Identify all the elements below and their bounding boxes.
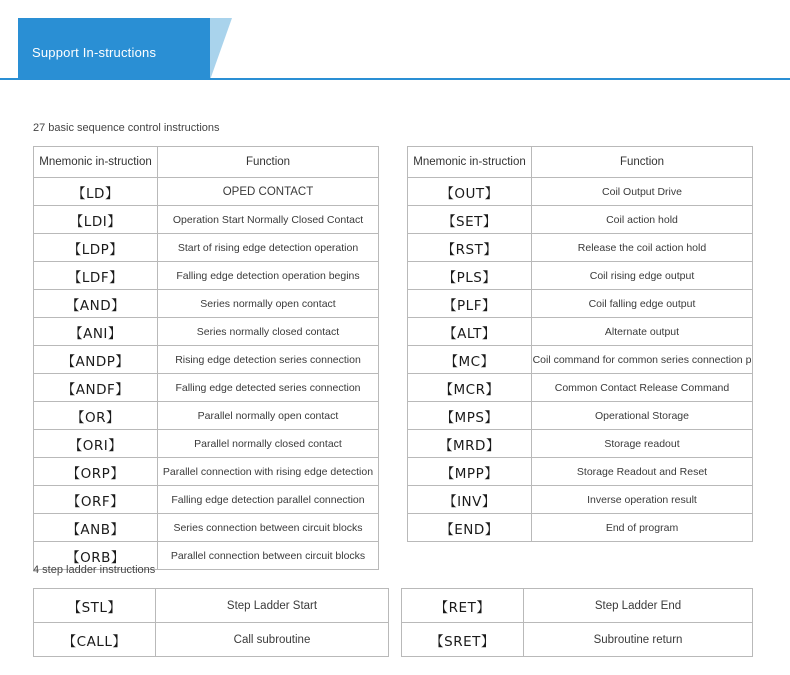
cell-function: Step Ladder End: [524, 589, 753, 623]
table-row: [34, 374, 379, 402]
cell-mnemonic: 【ALT】: [408, 318, 532, 346]
cell-mnemonic: 【AND】: [34, 290, 158, 318]
table-row: [408, 374, 753, 402]
cell-function: Storage readout: [532, 430, 753, 458]
ladder-instructions-table-right: [401, 588, 753, 657]
cell-function: Coil action hold: [532, 206, 753, 234]
cell-function: Parallel connection with rising edge detection: [158, 458, 379, 486]
table-header-row: [34, 147, 379, 178]
ladder-right-body: [402, 589, 753, 657]
cell-function: Release the coil action hold: [532, 234, 753, 262]
ladder-instructions-table-left: [33, 588, 389, 657]
cell-function: Storage Readout and Reset: [532, 458, 753, 486]
table-row: [402, 623, 753, 657]
cell-function: Inverse operation result: [532, 486, 753, 514]
cell-mnemonic: 【MPS】: [408, 402, 532, 430]
cell-mnemonic: 【END】: [408, 514, 532, 542]
cell-mnemonic: 【ANDP】: [34, 346, 158, 374]
table-row: [34, 589, 389, 623]
table-row: [34, 318, 379, 346]
cell-mnemonic: 【STL】: [34, 589, 156, 623]
column-header-function: Function: [532, 147, 753, 178]
cell-mnemonic: 【LDI】: [34, 206, 158, 234]
cell-function: Coil rising edge output: [532, 262, 753, 290]
table-row: [34, 514, 379, 542]
table-row: [402, 589, 753, 623]
cell-function: Falling edge detection operation begins: [158, 262, 379, 290]
header-tab-label: Support In-structions: [32, 45, 157, 60]
cell-function: Rising edge detection series connection: [158, 346, 379, 374]
table-row: [34, 486, 379, 514]
cell-function: Operation Start Normally Closed Contact: [158, 206, 379, 234]
table-row: [408, 234, 753, 262]
cell-mnemonic: 【ORP】: [34, 458, 158, 486]
cell-mnemonic: 【PLF】: [408, 290, 532, 318]
table-row: [34, 430, 379, 458]
table-row: [34, 206, 379, 234]
cell-mnemonic: 【SRET】: [402, 623, 524, 657]
cell-mnemonic: 【ANDF】: [34, 374, 158, 402]
header-arrow-decoration: [210, 18, 232, 80]
table-row: [34, 178, 379, 206]
basic-instructions-table-left: [33, 146, 379, 570]
cell-mnemonic: 【SET】: [408, 206, 532, 234]
cell-function: Series connection between circuit blocks: [158, 514, 379, 542]
cell-function: Coil command for common series connection p: [532, 346, 753, 374]
header-divider: [0, 78, 790, 80]
cell-mnemonic: 【RET】: [402, 589, 524, 623]
table-row: [34, 234, 379, 262]
table-row: [408, 290, 753, 318]
cell-mnemonic: 【RST】: [408, 234, 532, 262]
table-row: [408, 430, 753, 458]
cell-mnemonic: 【INV】: [408, 486, 532, 514]
cell-function: Falling edge detection parallel connection: [158, 486, 379, 514]
cell-function: Subroutine return: [524, 623, 753, 657]
cell-function: Coil Output Drive: [532, 178, 753, 206]
column-header-function: Function: [158, 147, 379, 178]
table-row: [408, 346, 753, 374]
column-header-mnemonic: Mnemonic in-struction: [34, 147, 158, 178]
cell-function: Falling edge detected series connection: [158, 374, 379, 402]
page-header: [0, 18, 790, 80]
table-header-row: [408, 147, 753, 178]
basic-right-body: [408, 178, 753, 542]
cell-mnemonic: 【MC】: [408, 346, 532, 374]
cell-function: Alternate output: [532, 318, 753, 346]
cell-mnemonic: 【PLS】: [408, 262, 532, 290]
cell-mnemonic: 【LD】: [34, 178, 158, 206]
table-row: [408, 458, 753, 486]
table-row: [408, 262, 753, 290]
table-row: [34, 346, 379, 374]
cell-mnemonic: 【LDP】: [34, 234, 158, 262]
cell-mnemonic: 【MRD】: [408, 430, 532, 458]
ladder-instructions-caption: 4 step ladder instructions: [33, 564, 156, 576]
basic-instructions-table-right: [407, 146, 753, 542]
cell-function: Step Ladder Start: [156, 589, 389, 623]
table-row: [408, 486, 753, 514]
cell-mnemonic: 【ORF】: [34, 486, 158, 514]
cell-mnemonic: 【MCR】: [408, 374, 532, 402]
cell-function: Series normally closed contact: [158, 318, 379, 346]
cell-function: Parallel connection between circuit blocks: [158, 542, 379, 570]
table-row: [34, 623, 389, 657]
basic-left-body: [34, 178, 379, 570]
cell-function: Operational Storage: [532, 402, 753, 430]
cell-mnemonic: 【OUT】: [408, 178, 532, 206]
cell-mnemonic: 【OR】: [34, 402, 158, 430]
cell-function: End of program: [532, 514, 753, 542]
cell-mnemonic: 【CALL】: [34, 623, 156, 657]
table-row: [34, 262, 379, 290]
cell-mnemonic: 【ORI】: [34, 430, 158, 458]
table-row: [408, 206, 753, 234]
table-row: [34, 402, 379, 430]
table-row: [408, 178, 753, 206]
table-row: [34, 458, 379, 486]
table-row: [408, 318, 753, 346]
header-tab: [18, 18, 210, 80]
basic-instructions-caption: 27 basic sequence control instructions: [33, 122, 220, 134]
cell-mnemonic: 【ANI】: [34, 318, 158, 346]
table-row: [408, 514, 753, 542]
ladder-left-body: [34, 589, 389, 657]
cell-function: Parallel normally closed contact: [158, 430, 379, 458]
column-header-mnemonic: Mnemonic in-struction: [408, 147, 532, 178]
cell-mnemonic: 【LDF】: [34, 262, 158, 290]
cell-function: Series normally open contact: [158, 290, 379, 318]
cell-mnemonic: 【MPP】: [408, 458, 532, 486]
cell-function: Start of rising edge detection operation: [158, 234, 379, 262]
cell-function: Common Contact Release Command: [532, 374, 753, 402]
cell-mnemonic: 【ORB】: [34, 542, 158, 570]
cell-function: Call subroutine: [156, 623, 389, 657]
cell-function: OPED CONTACT: [158, 178, 379, 206]
table-row: [34, 290, 379, 318]
cell-mnemonic: 【ANB】: [34, 514, 158, 542]
table-row: [408, 402, 753, 430]
cell-function: Parallel normally open contact: [158, 402, 379, 430]
cell-function: Coil falling edge output: [532, 290, 753, 318]
